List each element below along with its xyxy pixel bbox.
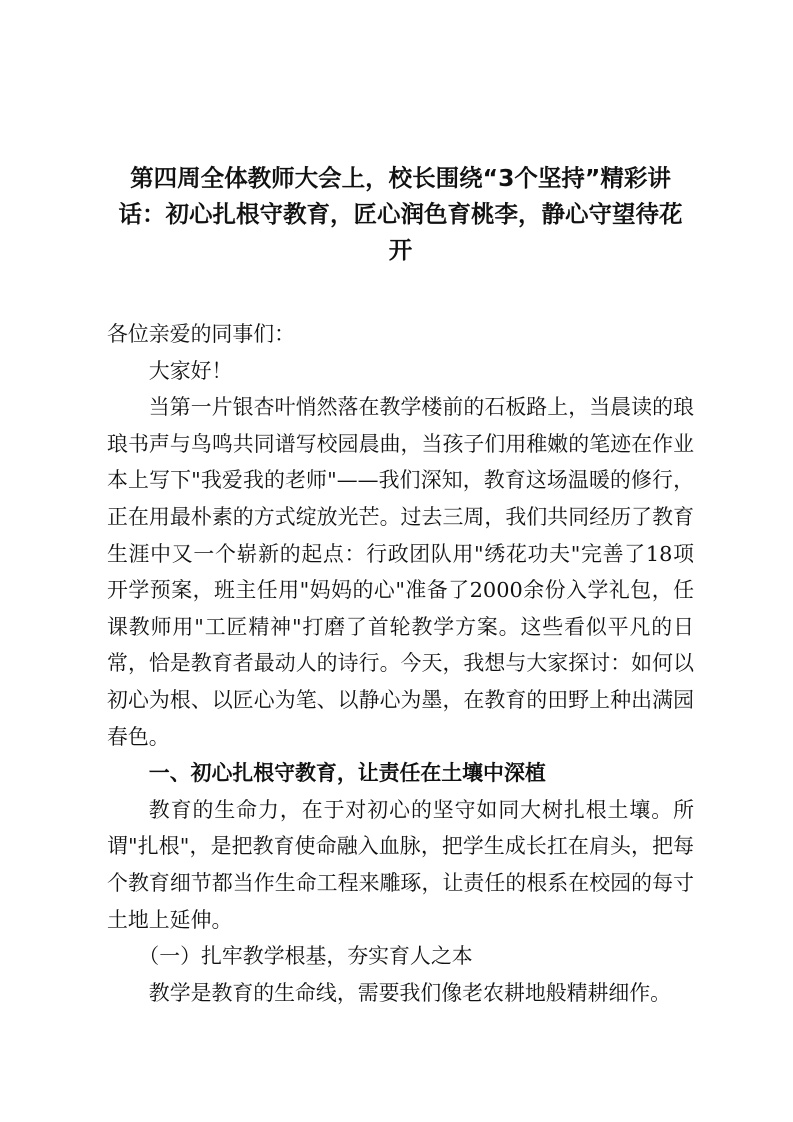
greeting: 大家好！ [148, 358, 233, 383]
paragraph-section1: 教育的生命力，在于对初心的坚守如同大树扎根土壤。所谓"扎根"，是把教育使命融入血脉，把学生成长扛在肩头，把每个教育细节都当作生命工程来雕琢，让责任的根系在校园的每寸土地上延伸。 [107, 797, 694, 932]
salutation: 各位亲爱的同事们： [107, 322, 296, 346]
document-page [107, 160, 694, 1011]
document-title: 第四周全体教师大会上，校长围绕“3个坚持”精彩讲话：初心扎根守教育，匠心润色育桃李，静心守望待花开 [118, 164, 683, 264]
document-body [107, 316, 694, 1011]
subsection-heading-1: （一）扎牢教学根基，夯实育人之本 [138, 944, 473, 969]
section-heading-1: 一、初心扎根守教育，让责任在土壤中深植 [148, 761, 546, 786]
paragraph-subsection1: 教学是教育的生命线，需要我们像老农耕地般精耕细作。 [148, 980, 672, 1005]
paragraph-intro: 当第一片银杏叶悄然落在教学楼前的石板路上，当晨读的琅琅书声与鸟鸣共同谱写校园晨曲，当孩子们用稚嫩的笔迹在作业本上写下"我爱我的老师"——我们深知，教育这场温暖的修行，正在用最朴素的方式绽放光芒。过去三周，我们共同经历了教育生涯中又一个崭新的起点：行政团队用"绣花功夫"完善了18项开学预案，班主任用"妈妈的心"准备了2000余份入学礼包，任课教师用"工匠精神"打磨了首轮教学方案。这些看似平凡的日常，恰是教育者最动人的诗行。今天，我想与大家探讨：如何以初心为根、以匠心为笔、以静心为墨，在教育的田野上种出满园春色。 [107, 395, 694, 749]
